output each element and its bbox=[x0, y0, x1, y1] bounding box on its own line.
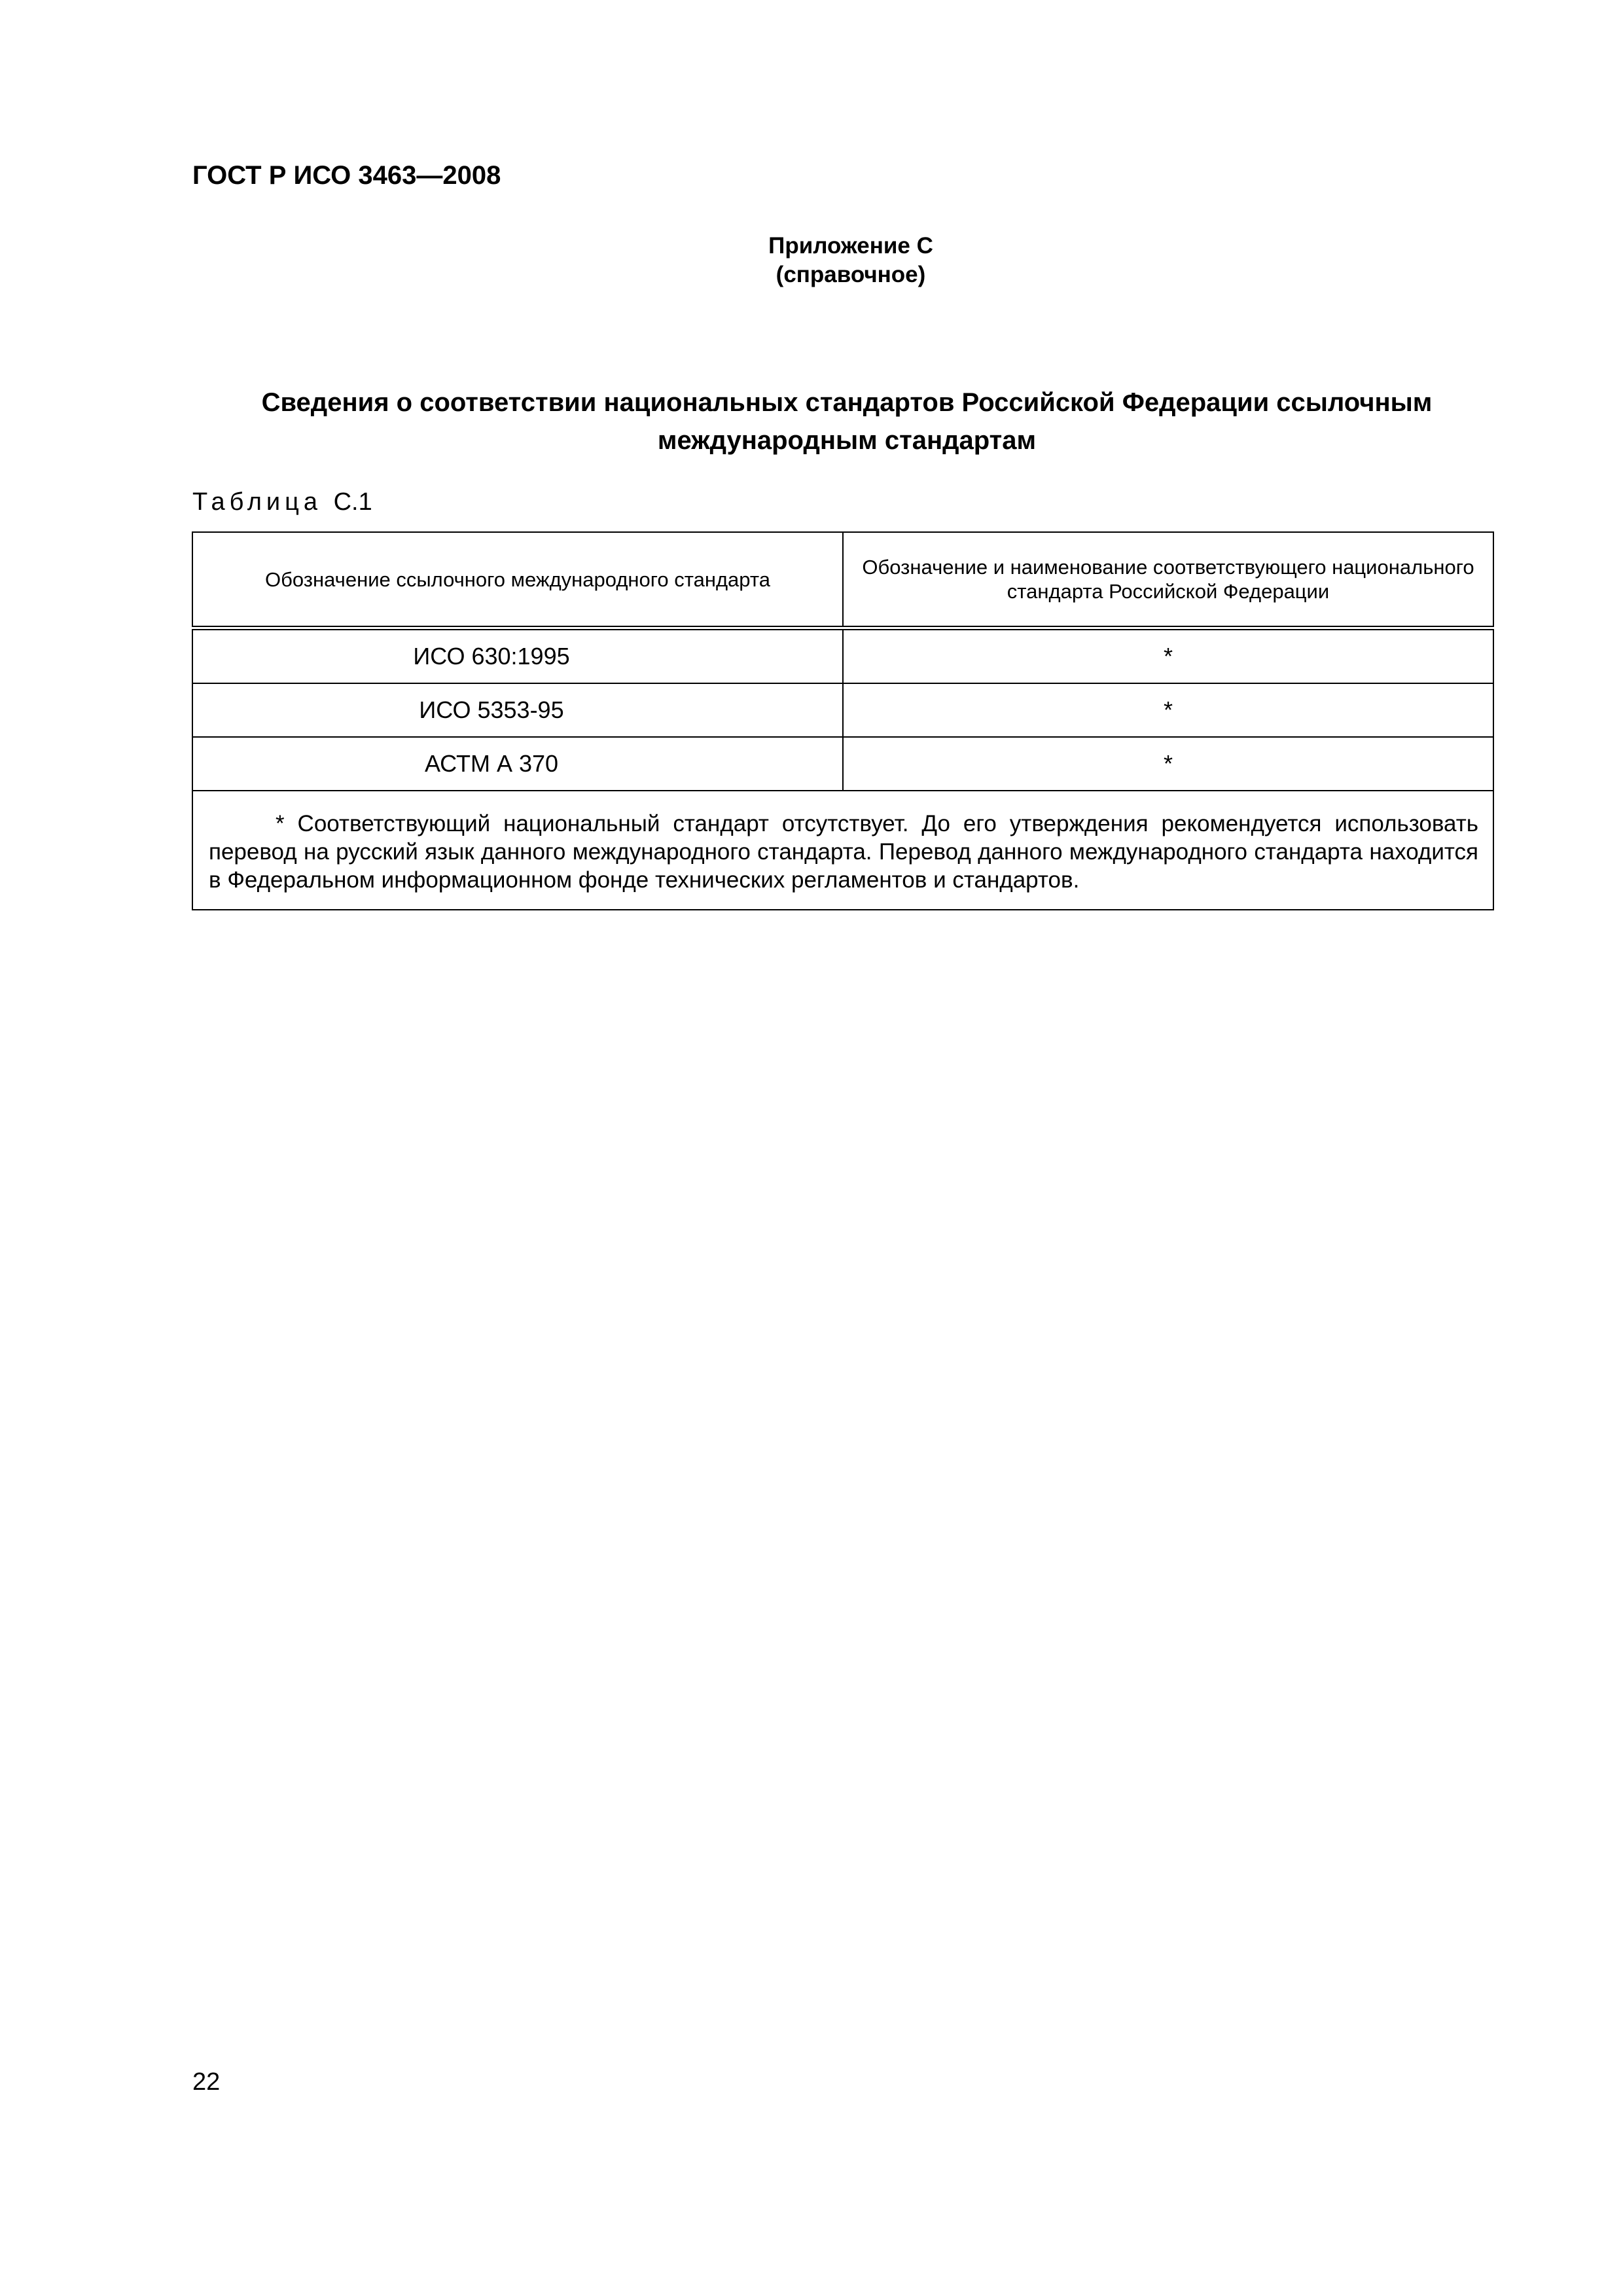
header-national-standard: Обозначение и наименование соответствующего национального стандарта Российской Федерации bbox=[843, 532, 1493, 628]
table-row bbox=[192, 683, 1493, 737]
page-number: 22 bbox=[192, 2068, 221, 2096]
intl-standard-cell: ИСО 630:1995 bbox=[192, 628, 843, 684]
national-standard-cell: * bbox=[843, 737, 1493, 791]
intl-standard-cell: ИСО 5353-95 bbox=[192, 683, 843, 737]
table-caption-label: Таблица bbox=[192, 488, 322, 516]
table-note-cell bbox=[192, 791, 1493, 910]
document-id: ГОСТ Р ИСО 3463—2008 bbox=[192, 161, 501, 190]
intl-standard-cell: АСТМ А 370 bbox=[192, 737, 843, 791]
section-title-line-2: международным стандартам bbox=[657, 426, 1037, 455]
annex-title: Приложение С bbox=[768, 233, 933, 259]
table-row bbox=[192, 628, 1493, 684]
table-header-row bbox=[192, 532, 1493, 628]
table-row bbox=[192, 737, 1493, 791]
table-note: * Соответствующий национальный стандарт отсутствует. До его утверждения рекомендуется использовать перевод на русский язык данного международного стандарта. Перевод данного международного стандарта находится в Федеральном информационном фонде технических регламентов и стандартов. bbox=[209, 811, 1478, 893]
section-title-line-1: Сведения о соответствии национальных стандартов Российской Федерации ссылочным bbox=[261, 388, 1433, 417]
table-caption bbox=[192, 488, 372, 516]
standards-table bbox=[192, 531, 1494, 910]
national-standard-cell: * bbox=[843, 628, 1493, 684]
section-title bbox=[192, 384, 1501, 459]
table-note-row bbox=[192, 791, 1493, 910]
annex-status: (справочное) bbox=[776, 262, 926, 287]
header-intl-standard: Обозначение ссылочного международного стандарта bbox=[192, 532, 843, 628]
table-caption-number: С.1 bbox=[333, 488, 372, 516]
national-standard-cell: * bbox=[843, 683, 1493, 737]
